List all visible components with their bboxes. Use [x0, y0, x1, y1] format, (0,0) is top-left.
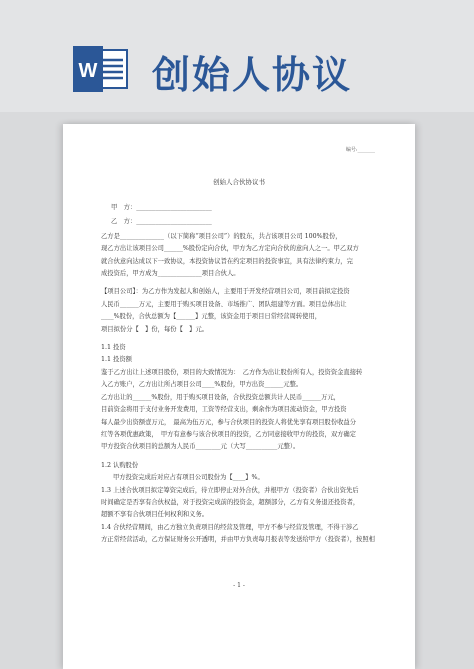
body-line: 1.1 投资 — [101, 344, 126, 352]
body-line: 乙方是______________（以下简称“项目公司”）的股东，共占该项目公司 100%股份， — [101, 232, 342, 240]
body-line: 入乙方账户，乙方出让所占项目公司____%股份，甲方出资______元整。 — [101, 381, 303, 389]
body-line: 1.4 合伙经营期间，由乙方独立负责项目的经营及管理，甲方不参与经营及管理，不得干涉乙 — [101, 523, 359, 531]
body-line: 甲方投资合伙项目的总额为人民币________元（大写__________元整）。 — [101, 443, 300, 451]
body-line: 1.1 投资额 — [101, 356, 132, 364]
word-app-icon — [73, 46, 129, 92]
party-line: 甲 方：________________________ — [111, 204, 212, 211]
body-line: 1.2 认购股份 — [101, 461, 139, 469]
body-line: 超额不享有合伙项目任何权利和义务。 — [101, 511, 209, 519]
body-line: 方正常经营活动，乙方保证财务公开透明，并由甲方负责每月报表等发送给甲方（投资者），按照相 — [101, 536, 375, 544]
body-line: 就合伙意向达成以下一致协议，本投资协议旨在约定项目的投资事宜，具有法律约束力，完 — [101, 257, 353, 265]
svg-text:W: W — [78, 60, 98, 82]
body-line: 【项目公司】：为乙方作为发起人和创始人，主要用于开发经营项目公司，项目前拟定投资 — [101, 288, 350, 296]
document-page — [63, 124, 415, 669]
body-line: 时间确定是否享有合伙权益，对于投资完成前的投资金，超额部分，乙方有义务退还投资者， — [101, 498, 360, 506]
document-body — [101, 202, 401, 547]
body-line: 现乙方出让该项目公司______%股份定向合伙，甲方为乙方定向合伙的意向人之一。甲乙双方 — [101, 245, 359, 253]
body-line: 红等各项优惠政策， 甲方有意参与该合伙项目的投资，乙方同意接收甲方的投资，双方确定 — [101, 430, 357, 438]
body-line: ____%股份，合伙总额为【______】元整，该资金用于项目日常经营周转使用， — [101, 313, 322, 321]
document-title: 创始人合伙协议书 — [213, 178, 265, 186]
body-line: 目前资金将用于支付业务开发费用，工资等经营支出，剩余作为项目流动资金，甲方投资 — [101, 406, 347, 414]
body-line: 人民币______万元，主要用于购买项目设备、市场推广、团队组建等方面。项目总体出让 — [101, 300, 347, 308]
party-line: 乙 方：________________________ — [111, 218, 212, 226]
banner — [0, 0, 474, 112]
body-line: 乙方出让的______%股份，用于购买项目设备，合伙投资总额共计人民币______万元， — [101, 393, 340, 401]
body-line: 甲方投资完成后对应占有项目公司股份为【____】%。 — [113, 474, 264, 482]
body-line: 每人最少出资额壹万元， 最高为伍万元，参与合伙项目的投资人将优先享有项目股份收益分 — [101, 418, 357, 426]
banner-title: 创始人协议 — [152, 53, 353, 97]
body-line: 成投资后，甲方成为______________项目合伙人。 — [101, 270, 240, 278]
body-line: 1.3 上述合伙项目拟定筹资完成后，待立即停止对外合伙，并根甲方（投资者）合伙出资先后 — [101, 486, 359, 494]
document-number: 编号:_______ — [345, 147, 375, 153]
page-number: - 1 - — [233, 582, 245, 589]
body-line: 项目拟份分【 】份，每份【 】元。 — [101, 325, 209, 333]
body-line: 鉴于乙方出让上述项目股份，项目的大致情况为： 乙方作为出让股份所有人，投资资金直接转 — [101, 368, 363, 376]
